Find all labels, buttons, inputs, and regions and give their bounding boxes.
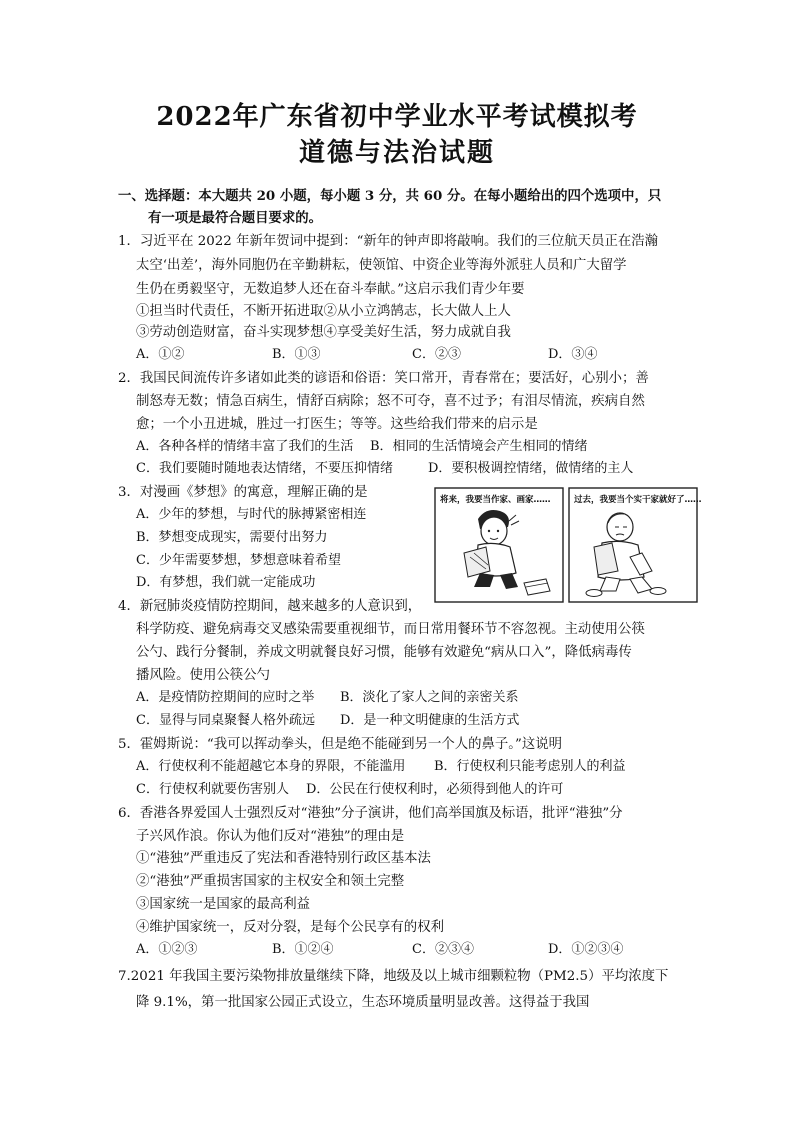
dream-cartoon xyxy=(434,487,702,603)
q1-line3: 生仍在勇毅坚守，无数追梦人还在奋斗奉献。”这启示我们青少年要 xyxy=(136,282,525,297)
q6-statement-3: ③国家统一是国家的最高利益 xyxy=(136,897,311,912)
q1-statement-3-4: ③劳动创造财富，奋斗实现梦想④享受美好生活，努力成就自我 xyxy=(136,325,511,340)
q2-option-a: A．各种各样的情绪丰富了我们的生活 xyxy=(136,439,354,454)
q1-line1: 1．习近平在 2022 年新年贺词中提到：“新年的钟声即将敲响。我们的三位航天员正在浩瀚 xyxy=(118,234,659,249)
q4-option-d: D．是一种文明健康的生活方式 xyxy=(340,713,520,728)
q5-option-b: B．行使权利只能考虑别人的利益 xyxy=(434,759,626,774)
q6-line1: 6．香港各界爱国人士强烈反对“港独”分子演讲，他们高举国旗及标语，批评“港独”分 xyxy=(118,806,623,821)
q1-line2: 太空‘出差’，海外同胞仍在辛勤耕耘，使领馆、中资企业等海外派驻人员和广大留学 xyxy=(136,258,627,273)
section-heading-line1: 一、选择题：本大题共 20 小题，每小题 3 分，共 60 分。在每小题给出的四个选项中，只 xyxy=(118,188,662,204)
q2-line2: 制怒寿无数；情急百病生，情舒百病除；怒不可夺，喜不过予；有泪尽情流，疾病自然 xyxy=(136,394,645,409)
q3-option-c: C．少年需要梦想，梦想意味着希望 xyxy=(136,553,341,568)
q4-option-b: B．淡化了家人之间的亲密关系 xyxy=(340,690,519,705)
q7-line2: 降 9.1%，第一批国家公园正式设立，生态环境质量明显改善。这得益于我国 xyxy=(136,995,590,1010)
exam-subtitle: 道德与法治试题 xyxy=(298,138,495,168)
q1-statement-1-2: ①担当时代责任，不断开拓进取②从小立鸿鹄志，长大做人上人 xyxy=(136,304,511,319)
q6-option-d: D．①②③④ xyxy=(548,942,624,957)
old-man-face-icon xyxy=(607,513,633,541)
section-heading-line2: 有一项是最符合题目要求的。 xyxy=(148,210,323,226)
q2-line1: 2．我国民间流传许多诸如此类的谚语和俗语：笑口常开，青春常在；要活好，心别小；善 xyxy=(118,371,649,386)
q6-line2: 子兴风作浪。你认为他们反对“港独”的理由是 xyxy=(136,829,405,844)
q7-line1: 7.2021 年我国主要污染物排放量继续下降，地级及以上城市细颗粒物（PM2.5）平均浓度下 xyxy=(118,969,669,984)
q1-option-d: D．③④ xyxy=(548,347,598,362)
q6-statement-4: ④维护国家统一，反对分裂，是每个公民享有的权利 xyxy=(136,920,444,935)
q5-option-a: A．行使权利不能超越它本身的界限，不能滥用 xyxy=(136,759,406,774)
q3-option-b: B．梦想变成现实，需要付出努力 xyxy=(136,530,328,545)
q6-statement-2: ②“港独”严重损害国家的主权安全和领土完整 xyxy=(136,874,405,889)
q6-option-b: B．①②④ xyxy=(272,942,334,957)
q4-option-a: A．是疫情防控期间的应时之举 xyxy=(136,690,315,705)
q3-line1: 3．对漫画《梦想》的寓意，理解正确的是 xyxy=(118,485,368,500)
q2-option-d: D．要积极调控情绪，做情绪的主人 xyxy=(428,461,634,476)
q4-line3: 公勺、践行分餐制，养成文明就餐良好习惯，能够有效避免“病从口入”，降低病毒传 xyxy=(136,645,632,660)
shoe-icon xyxy=(586,590,602,597)
q3-option-a: A．少年的梦想，与时代的脉搏紧密相连 xyxy=(136,507,367,522)
q2-option-b: B．相同的生活情境会产生相同的情绪 xyxy=(370,439,588,454)
q6-option-a: A．①②③ xyxy=(136,942,198,957)
q6-option-c: C．②③④ xyxy=(412,942,474,957)
q5-option-c: C．行使权利就要伤害别人 xyxy=(136,782,289,797)
q5-option-d: D．公民在行使权利时，必须得到他人的许可 xyxy=(306,782,564,797)
q2-option-c: C．我们要随时随地表达情绪，不要压抑情绪 xyxy=(136,461,393,476)
q2-line3: 愈；一个小丑进城，胜过一打医生；等等。这些给我们带来的启示是 xyxy=(136,417,538,432)
exam-title: 2022年广东省初中学业水平考试模拟考 xyxy=(156,102,638,132)
cartoon-right-caption: 过去，我要当个实干家就好了…… xyxy=(574,495,702,505)
q1-option-c: C．②③ xyxy=(412,347,461,362)
q4-line1: 4．新冠肺炎疫情防控期间，越来越多的人意识到， xyxy=(118,599,422,614)
q4-line2: 科学防疫、避免病毒交叉感染需要重视细节，而日常用餐环节不容忽视。主动使用公筷 xyxy=(136,622,645,637)
q4-option-c: C．显得与同桌聚餐人格外疏远 xyxy=(136,713,315,728)
q5-line1: 5．霍姆斯说：“我可以挥动拳头，但是绝不能碰到另一个人的鼻子。”这说明 xyxy=(118,737,563,752)
cartoon-left-caption: 将来，我要当作家、画家…… xyxy=(440,495,551,505)
q4-line4: 播风险。使用公筷公勺 xyxy=(136,668,270,683)
boy-face-icon xyxy=(481,517,507,545)
q1-option-b: B．①③ xyxy=(272,347,321,362)
q1-option-a: A．①② xyxy=(136,347,185,362)
q6-statement-1: ①“港独”严重违反了宪法和香港特别行政区基本法 xyxy=(136,851,431,866)
q3-option-d: D．有梦想，我们就一定能成功 xyxy=(136,575,316,590)
